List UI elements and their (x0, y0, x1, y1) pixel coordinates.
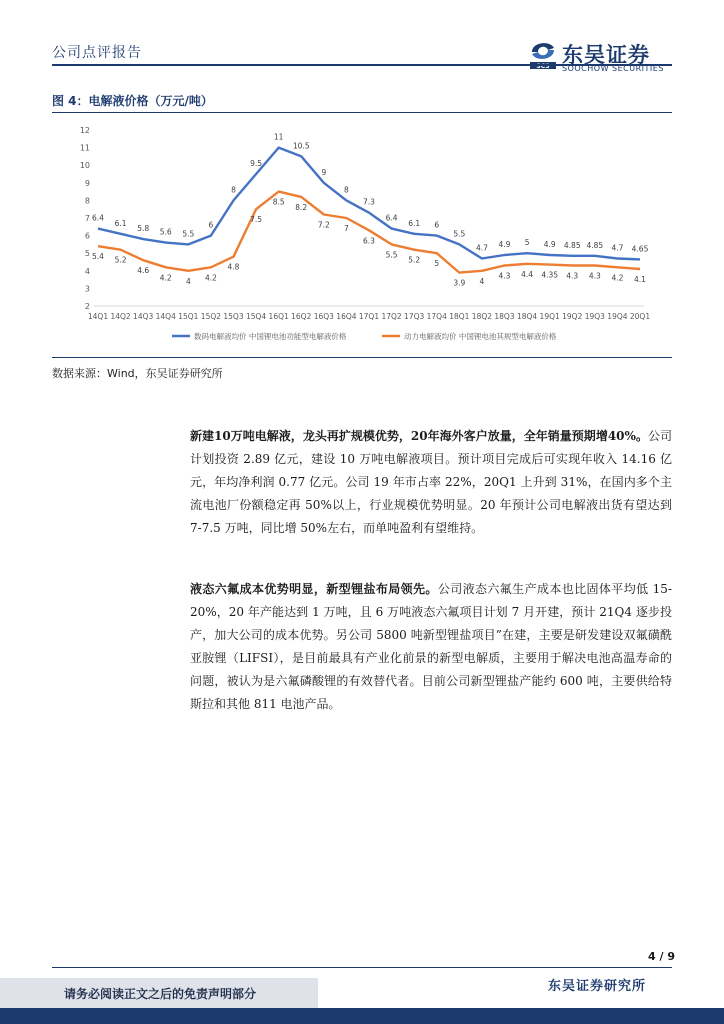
data-label: 5.2 (408, 255, 421, 265)
data-label: 10.5 (292, 141, 310, 151)
data-label: 4.8 (227, 262, 240, 272)
x-tick-label: 15Q1 (178, 312, 199, 321)
electrolyte-price-chart (52, 118, 672, 350)
footer-divider (52, 967, 672, 968)
paragraph-lithium-salt (190, 578, 672, 716)
x-tick-label: 19Q2 (562, 312, 583, 321)
data-label: 3.9 (453, 278, 466, 288)
data-label: 5.5 (385, 250, 398, 260)
data-label: 4.3 (498, 271, 511, 281)
data-label: 4.3 (588, 271, 601, 281)
data-label: 5.2 (114, 255, 127, 265)
y-tick-label: 7 (84, 214, 90, 223)
y-tick-label: 3 (84, 284, 90, 294)
paragraph-heading: 新建10万吨电解液，龙头再扩规模优势，20年海外客户放量，全年销量预期增40%。 (190, 429, 648, 443)
data-label: 4.7 (475, 243, 488, 253)
data-label: 7.5 (250, 215, 263, 225)
data-label: 6.1 (114, 218, 127, 228)
figure-top-rule (52, 112, 672, 113)
data-label: 5.6 (159, 227, 172, 237)
disclaimer-text: 请务必阅读正文之后的免责声明部分 (64, 987, 257, 1001)
x-tick-label: 19Q4 (607, 312, 628, 321)
data-label: 11 (273, 132, 284, 142)
x-tick-label: 16Q1 (268, 312, 289, 321)
data-label: 6.1 (408, 218, 421, 228)
y-tick-label: 6 (84, 231, 90, 241)
paragraph-body: 公司计划投资 2.89 亿元，建设 10 万吨电解液项目。预计项目完成后可实现年收入 14.16 亿元，年均净利润 0.77 亿元。公司 19 年市占率 22%，20Q1 上升到 31%，在国内多个主流电池厂份额稳定再 50%以上，行业规模优势明显。20 年预计公司电解液出货有望达到 7-7.5 万吨，同比增 50%左右，而单吨盈利有望维持。 (190, 429, 672, 535)
data-label: 4.4 (521, 269, 534, 279)
x-tick-label: 15Q2 (200, 312, 222, 321)
x-tick-label: 17Q1 (358, 312, 380, 321)
x-tick-label: 17Q4 (426, 312, 447, 321)
y-tick-label: 11 (79, 143, 90, 153)
x-tick-label: 16Q3 (313, 312, 334, 321)
x-tick-label: 17Q3 (404, 312, 425, 321)
x-tick-label: 14Q1 (87, 312, 109, 321)
data-label: 4.3 (566, 271, 579, 281)
data-label: 5 (524, 238, 530, 248)
x-tick-label: 17Q2 (381, 312, 402, 321)
data-label: 7.3 (363, 197, 375, 207)
x-tick-label: 14Q3 (133, 312, 154, 321)
x-tick-label: 18Q2 (471, 312, 493, 321)
logo-mark-text: SCS (536, 63, 550, 70)
data-label: 4.2 (611, 273, 624, 283)
data-label: 6.3 (363, 236, 375, 246)
data-label: 4 (479, 276, 485, 286)
x-tick-label: 19Q1 (539, 312, 560, 321)
x-tick-label: 14Q2 (110, 312, 131, 321)
legend-label-2: 动力电解液均价 中国锂电池其规型电解液价格 (404, 332, 557, 341)
data-label: 5.4 (92, 252, 104, 262)
chart-svg (52, 118, 672, 350)
footer-brand: 东吴证券研究所 (548, 979, 647, 994)
data-label: 8 (231, 185, 236, 195)
data-label: 4.6 (137, 266, 150, 276)
y-tick-label: 4 (84, 266, 90, 276)
x-tick-label: 15Q4 (245, 312, 267, 321)
x-tick-label: 16Q2 (291, 312, 312, 321)
x-tick-label: 15Q3 (223, 312, 244, 321)
data-label: 4 (185, 276, 191, 286)
paragraph-body: 公司液态六氟生产成本也比固体平均低 15-20%，20 年产能达到 1 万吨，且 6 万吨液态六氟项目计划 7 月开建，预计 21Q4 逐步投产，加大公司的成本优势。另公司 5800 吨新型锂盐项目”在建，主要是研发建设双氟磺酰亚胺锂（LIFSI），是目前最具有产业化前景的新型电解质，主要用于解决电池高温寿命的问题，被认为是六氟磷酸锂的有效替代者。目前公司新型锂盐产能约 600 吨，主要供给特斯拉和其他 811 电池产品。 (190, 582, 672, 711)
figure-bottom-rule (52, 357, 672, 358)
data-label: 6.4 (92, 213, 104, 223)
data-label: 4.1 (634, 275, 646, 285)
data-label: 7.2 (317, 220, 330, 230)
y-tick-label: 9 (84, 178, 90, 188)
x-tick-label: 14Q4 (155, 312, 176, 321)
data-label: 4.85 (586, 240, 604, 250)
figure-caption: 图 4：电解液价格（万元/吨） (52, 94, 213, 108)
x-tick-label: 18Q4 (516, 312, 538, 321)
paragraph-heading: 液态六氟成本优势明显，新型锂盐布局领先。 (190, 582, 438, 596)
data-label: 4.85 (563, 240, 581, 250)
data-label: 5 (434, 259, 440, 269)
data-label: 9.5 (250, 159, 263, 168)
data-label: 6 (208, 220, 214, 230)
y-tick-label: 2 (84, 302, 90, 311)
data-label: 9 (321, 167, 327, 177)
data-label: 5.5 (453, 229, 466, 239)
y-tick-label: 10 (79, 161, 90, 171)
bottom-bar (0, 1008, 724, 1024)
data-label: 4.2 (204, 273, 217, 283)
y-tick-label: 12 (79, 126, 90, 135)
data-label: 4.9 (543, 239, 556, 249)
paragraph-electrolyte-expansion (190, 425, 672, 540)
report-type-label: 公司点评报告 (52, 45, 142, 61)
x-tick-label: 16Q4 (336, 312, 357, 321)
data-label: 4.7 (611, 243, 624, 253)
data-label: 8.2 (295, 202, 308, 212)
data-label: 4.35 (541, 270, 559, 280)
data-label: 4.65 (631, 244, 649, 254)
data-label: 6 (434, 220, 440, 230)
data-label: 6.4 (385, 213, 398, 223)
logo-english-name: SOOCHOW SECURITIES (562, 64, 664, 73)
x-tick-label: 20Q1 (629, 312, 651, 321)
y-tick-label: 8 (84, 196, 90, 206)
data-label: 5.5 (182, 229, 195, 239)
data-label: 4.2 (159, 273, 172, 283)
data-label: 7 (344, 224, 349, 233)
page-number: 4 / 9 (648, 950, 675, 963)
data-label: 5.8 (137, 224, 150, 234)
x-tick-label: 18Q3 (494, 312, 515, 321)
data-label: 8.5 (272, 197, 285, 207)
figure-source: 数据来源：Wind，东吴证券研究所 (52, 367, 223, 380)
y-tick-label: 5 (84, 249, 90, 259)
data-label: 4.9 (498, 239, 511, 249)
logo-chinese-name: 东吴证券 (562, 43, 650, 67)
x-tick-label: 18Q1 (449, 312, 470, 321)
data-label: 8 (344, 185, 349, 195)
legend-label-1: 数码电解液均价 中国锂电池功能型电解液价格 (194, 332, 347, 341)
header-divider (52, 64, 672, 66)
x-tick-label: 19Q3 (584, 312, 605, 321)
